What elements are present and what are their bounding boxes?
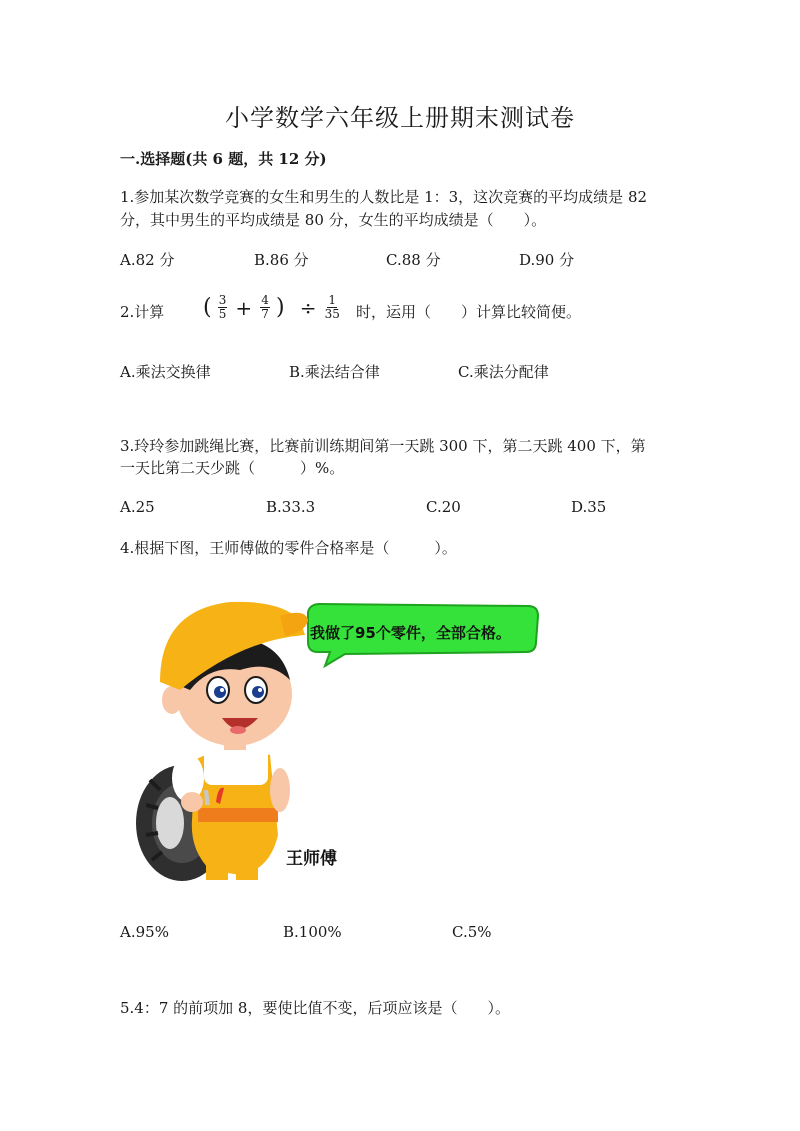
q1-option-b: B.86 分 (254, 251, 309, 269)
q2-math-expression (203, 294, 341, 321)
fraction-numerator: 3 (218, 293, 227, 307)
question-2-suffix: 时，运用（ ）计算比较简便。 (356, 303, 582, 321)
q2-option-b: B.乘法结合律 (289, 363, 380, 381)
question-1-line-2: 分，其中男生的平均成绩是 80 分，女生的平均成绩是（ ）。 (120, 211, 547, 229)
question-4-text: 4.根据下图，王师傅做的零件合格率是（ ）。 (120, 539, 457, 557)
question-3-line-2: 一天比第二天少跳（ ）%。 (120, 459, 345, 477)
fraction-denominator: 5 (218, 307, 227, 321)
worker-illustration (120, 590, 550, 890)
q4-option-c: C.5% (452, 923, 492, 941)
q1-option-a: A.82 分 (120, 251, 175, 269)
q3-option-d: D.35 (571, 498, 607, 516)
fraction-denominator: 35 (324, 307, 340, 321)
q2-option-a: A.乘法交换律 (120, 363, 211, 381)
q1-option-c: C.88 分 (386, 251, 441, 269)
question-5-text: 5.4：7 的前项加 8，要使比值不变，后项应该是（ ）。 (120, 999, 510, 1017)
fraction-3-5 (218, 294, 228, 321)
divide-sign: ÷ (299, 295, 317, 320)
question-3-line-1: 3.玲玲参加跳绳比赛，比赛前训练期间第一天跳 300 下，第二天跳 400 下，第 (120, 437, 646, 455)
fraction-4-7 (260, 294, 270, 321)
q4-option-a: A.95% (120, 923, 169, 941)
q3-option-a: A.25 (120, 498, 155, 516)
fraction-numerator: 1 (328, 293, 337, 307)
fraction-numerator: 4 (261, 293, 269, 307)
question-2-prefix: 2.计算 (120, 303, 165, 321)
fraction-1-35 (325, 294, 340, 321)
q2-option-c: C.乘法分配律 (458, 363, 549, 381)
q4-option-b: B.100% (283, 923, 342, 941)
close-paren: ) (276, 295, 285, 320)
page-title: 小学数学六年级上册期末测试卷 (225, 104, 575, 132)
open-paren: ( (203, 295, 212, 320)
q1-option-d: D.90 分 (519, 251, 575, 269)
speech-bubble-text: 我做了95个零件，全部合格。 (310, 624, 511, 642)
section-heading: 一.选择题(共 6 题，共 12 分) (120, 150, 327, 168)
q3-option-b: B.33.3 (266, 498, 316, 516)
illustration-caption: 王师傅 (286, 849, 337, 869)
question-1-line-1: 1.参加某次数学竞赛的女生和男生的人数比是 1：3，这次竞赛的平均成绩是 82 (120, 188, 648, 206)
fraction-denominator: 7 (261, 307, 269, 321)
q3-option-c: C.20 (426, 498, 461, 516)
plus-sign: + (235, 295, 253, 320)
